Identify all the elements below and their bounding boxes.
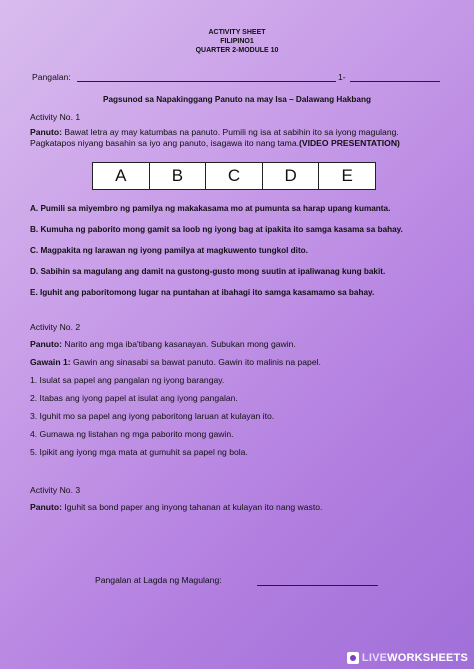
activity2-item: 2. Itabas ang iyong papel at isulat ang iyong pangalan.	[30, 393, 238, 403]
activity2-heading: Activity No. 2	[30, 322, 81, 332]
letter-choice-c[interactable]: C	[206, 163, 263, 189]
activity1-item: E. Iguhit ang paboritomong lugar na puntahan at ibahagi ito samga kasamamo sa bahay.	[30, 288, 375, 297]
activity1-item: D. Sabihin sa magulang ang damit na gustong-gusto mong suutin at ipaliwanag kung bakit.	[30, 267, 386, 276]
letter-choice-b[interactable]: B	[150, 163, 207, 189]
name-field[interactable]	[77, 81, 336, 82]
activity1-item: B. Kumuha ng paborito mong gamit sa loob ng iyong bag at ipakita ito samga kasama sa bahay.	[30, 225, 403, 234]
activity2-item: 3. Iguhit mo sa papel ang iyong paboritong laruan at kulayan ito.	[30, 411, 275, 421]
activity1-instruction-cont: Pagkatapos niyang basahin sa iyo ang panuto, isagawa ito nang tama.(VIDEO PRESENTATION)	[30, 138, 400, 148]
activity1-item: C. Magpakita ng larawan ng iyong pamilya at magkuwento tungkol dito.	[30, 246, 308, 255]
parent-signature-field[interactable]	[257, 585, 378, 586]
activity1-item: A. Pumili sa miyembro ng pamilya ng makakasama mo at pumunta sa harap upang kumanta.	[30, 204, 391, 213]
subject-label: FILIPINO1	[220, 38, 254, 45]
section-field[interactable]	[350, 81, 440, 82]
liveworksheets-wordmark: LIVEWORKSHEETS	[361, 652, 468, 664]
lesson-title: Pagsunod sa Napakinggang Panuto na may Isa – Dalawang Hakbang	[103, 95, 371, 104]
letter-choice-a[interactable]: A	[93, 163, 150, 189]
activity1-heading: Activity No. 1	[30, 112, 81, 122]
activity1-instruction: Panuto: Bawat letra ay may katumbas na panuto. Pumili ng isa at sabihin ito sa iyong magulang.	[30, 127, 399, 137]
liveworksheets-logo	[347, 651, 468, 665]
activity3-instruction: Panuto: Iguhit sa bond paper ang inyong tahanan at kulayan ito nang wasto.	[30, 502, 323, 512]
activity2-item: 1. Isulat sa papel ang pangalan ng iyong barangay.	[30, 375, 225, 385]
activity2-item: 5. Ipikit ang iyong mga mata at gumuhit sa papel ng bola.	[30, 447, 248, 457]
letter-choices	[92, 162, 376, 190]
letter-choice-d[interactable]: D	[263, 163, 320, 189]
activity2-task: Gawain 1: Gawin ang sinasabi sa bawat panuto. Gawin ito malinis na papel.	[30, 357, 321, 367]
letter-choice-e[interactable]: E	[341, 166, 353, 185]
liveworksheets-icon	[347, 652, 359, 664]
name-label: Pangalan:	[32, 72, 71, 82]
sheet-title: ACTIVITY SHEET	[208, 29, 266, 36]
grade-section-prefix: 1-	[338, 72, 346, 82]
activity2-item: 4. Gumawa ng listahan ng mga paborito mong gawin.	[30, 429, 234, 439]
activity2-instruction: Panuto: Narito ang mga iba'tibang kasanayan. Subukan mong gawin.	[30, 339, 296, 349]
activity3-heading: Activity No. 3	[30, 485, 81, 495]
quarter-module-label: QUARTER 2-MODULE 10	[195, 47, 279, 54]
parent-signature-label: Pangalan at Lagda ng Magulang:	[95, 575, 222, 585]
